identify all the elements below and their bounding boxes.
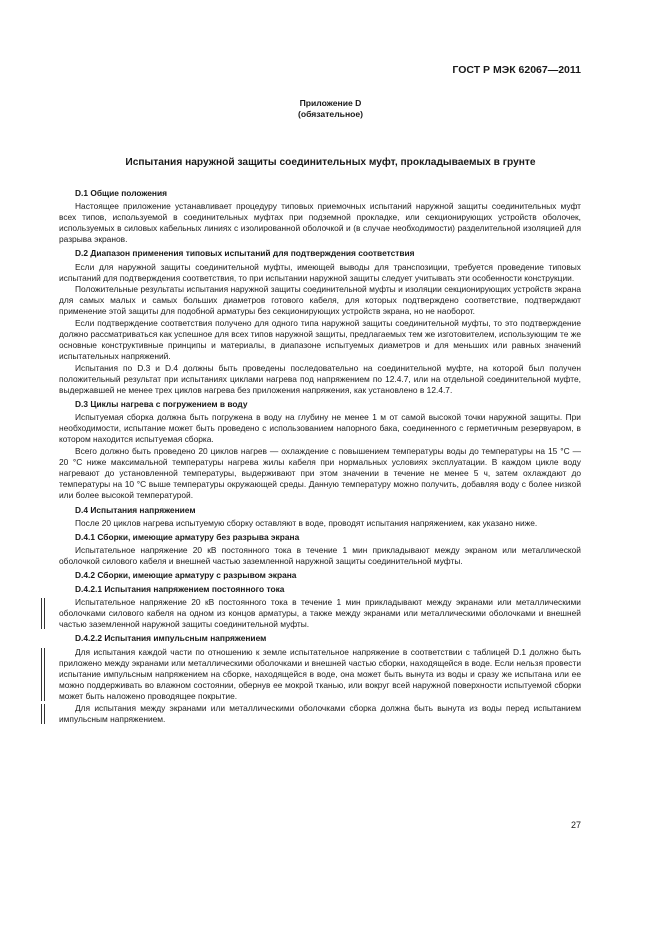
paragraph: Всего должно быть проведено 20 циклов нагрев — охлаждение с повышением температуры воды до температуры на 15 °С — 20 °С ниже максимальной температуры нагрева жилы кабеля при нормальных условиях эксплуатации. В каждом цикле воду нагревают до установленной температуры, выдерживают при этом значении в течение не менее 5 ч, затем охлаждают до температуры на 10 °С выше температуры окружающей среды. Данную температуру можно получить, добавляя воду с более низкой или более высокой температурой. xyxy=(59,446,581,501)
paragraph: Если для наружной защиты соединительной муфты, имеющей выводы для транспозиции, требуется проведение типовых испытаний для подтверждения соответствия, то при испытании наружной защиты следует учитывать эти особенности конструкции. xyxy=(59,261,581,283)
section-heading: D.4.2 Сборки, имеющие арматуру с разрывом экрана xyxy=(75,570,297,580)
annex-block xyxy=(0,98,661,120)
paragraph: Настоящее приложение устанавливает процедуру типовых приемочных испытаний наружной защиты соединительных муфт всех типов, используемой в соединительных муфтах при подземной прокладке, или секционирующих устройств оболочек, используемых в силовых кабельных линиях с изолированной оболочкой и (в случае необходимости) разделительной изоляцией для разрыва экранов. xyxy=(59,201,581,245)
section-heading: D.2 Диапазон применения типовых испытаний для подтверждения соответствия xyxy=(75,248,415,259)
document-body xyxy=(59,185,581,725)
paragraph: Испытуемая сборка должна быть погружена в воду на глубину не менее 1 м от самой высокой точки наружной защиты. При необходимости, испытание может быть проведено с использованием напорного бака, соединенного с герметичным резервуаром, в котором находится испытуемая сборка. xyxy=(59,412,581,445)
paragraph: Положительные результаты испытания наружной защиты соединительной муфты и изоляции секционирующих устройств экрана для самых малых и самых больших диаметров готового кабеля, для которых подтверждено соответствие, подтверждают применение этой защиты для подобной арматуры без секционирующих устройств экрана, но не наоборот. xyxy=(59,284,581,317)
section-heading: D.4.1 Сборки, имеющие арматуру без разрыва экрана xyxy=(75,531,300,542)
paragraph: Испытательное напряжение 20 кВ постоянного тока в течение 1 мин прикладывают между экраном или металлической оболочкой силового кабеля и внешней частью заземленной наружной защиты соединительной муфты. xyxy=(59,544,581,566)
standard-header: ГОСТ Р МЭК 62067—2011 xyxy=(452,64,581,76)
paragraph: Если подтверждение соответствия получено для одного типа наружной защиты соединительной муфты, то это подтверждение должно рассматриваться как успешное для всех типов наружной защиты, предлагаемых тем же изготовителем, использующим те же основные конструктивные принципы и материалы, в диапазоне испытуемых диаметров и для меньших или равных значений испытательных напряжений. xyxy=(59,318,581,362)
page-number: 27 xyxy=(570,820,581,830)
paragraph: Испытания по D.3 и D.4 должны быть проведены последовательно на соединительной муфте, на которой был получен положительный результат при испытаниях циклами нагрева под напряжением по 12.4.7, или на отдельной соединительной муфте, выдержавшей не менее трех циклов нагрева без приложения напряжения, как установлено в 12.4.7. xyxy=(59,362,581,396)
paragraph: После 20 циклов нагрева испытуемую сборку оставляют в воде, проводят испытания напряжением, как указано ниже. xyxy=(75,517,538,528)
section-heading: D.3 Циклы нагрева с погружением в воду xyxy=(75,399,248,410)
paragraph-revised: Испытательное напряжение 20 кВ постоянного тока в течение 1 мин прикладывают между экранами или металлическими оболочками силового кабеля на одном из концов арматуры, а также между экранами или металлическими оболочками и внешней частью заземленной наружной защиты соединительной муфты. xyxy=(59,597,581,630)
paragraph-revised: Для испытания каждой части по отношению к земле испытательное напряжение в соответствии с таблицей D.1 должно быть приложено между экранами или металлическими оболочками и внешней частью сборки, находящейся в воде. Если нельзя провести испытание импульсным напряжением на сборке, находящейся в воде, она может быть вынута из воды и сразу же испытана или ее можно поддерживать во влажном состоянии, обернув ее мокрой тканью, или вокруг всей наружной поверхности испытуемой сборки может быть наложено проводящее покрытие. xyxy=(59,646,581,701)
annex-title: Приложение D xyxy=(299,98,362,108)
paragraph-revised: Для испытания между экранами или металлическими оболочками сборка должна быть вынута из воды перед испытанием импульсным напряжением. xyxy=(59,702,581,724)
main-title: Испытания наружной защиты соединительных муфт, прокладываемых в грунте xyxy=(125,157,536,168)
annex-status: (обязательное) xyxy=(297,109,364,119)
section-heading: D.4 Испытания напряжением xyxy=(75,504,196,515)
section-heading: D.1 Общие положения xyxy=(75,188,168,198)
section-heading: D.4.2.2 Испытания импульсным напряжением xyxy=(75,633,267,644)
section-heading: D.4.2.1 Испытания напряжением постоянного тока xyxy=(75,584,285,595)
